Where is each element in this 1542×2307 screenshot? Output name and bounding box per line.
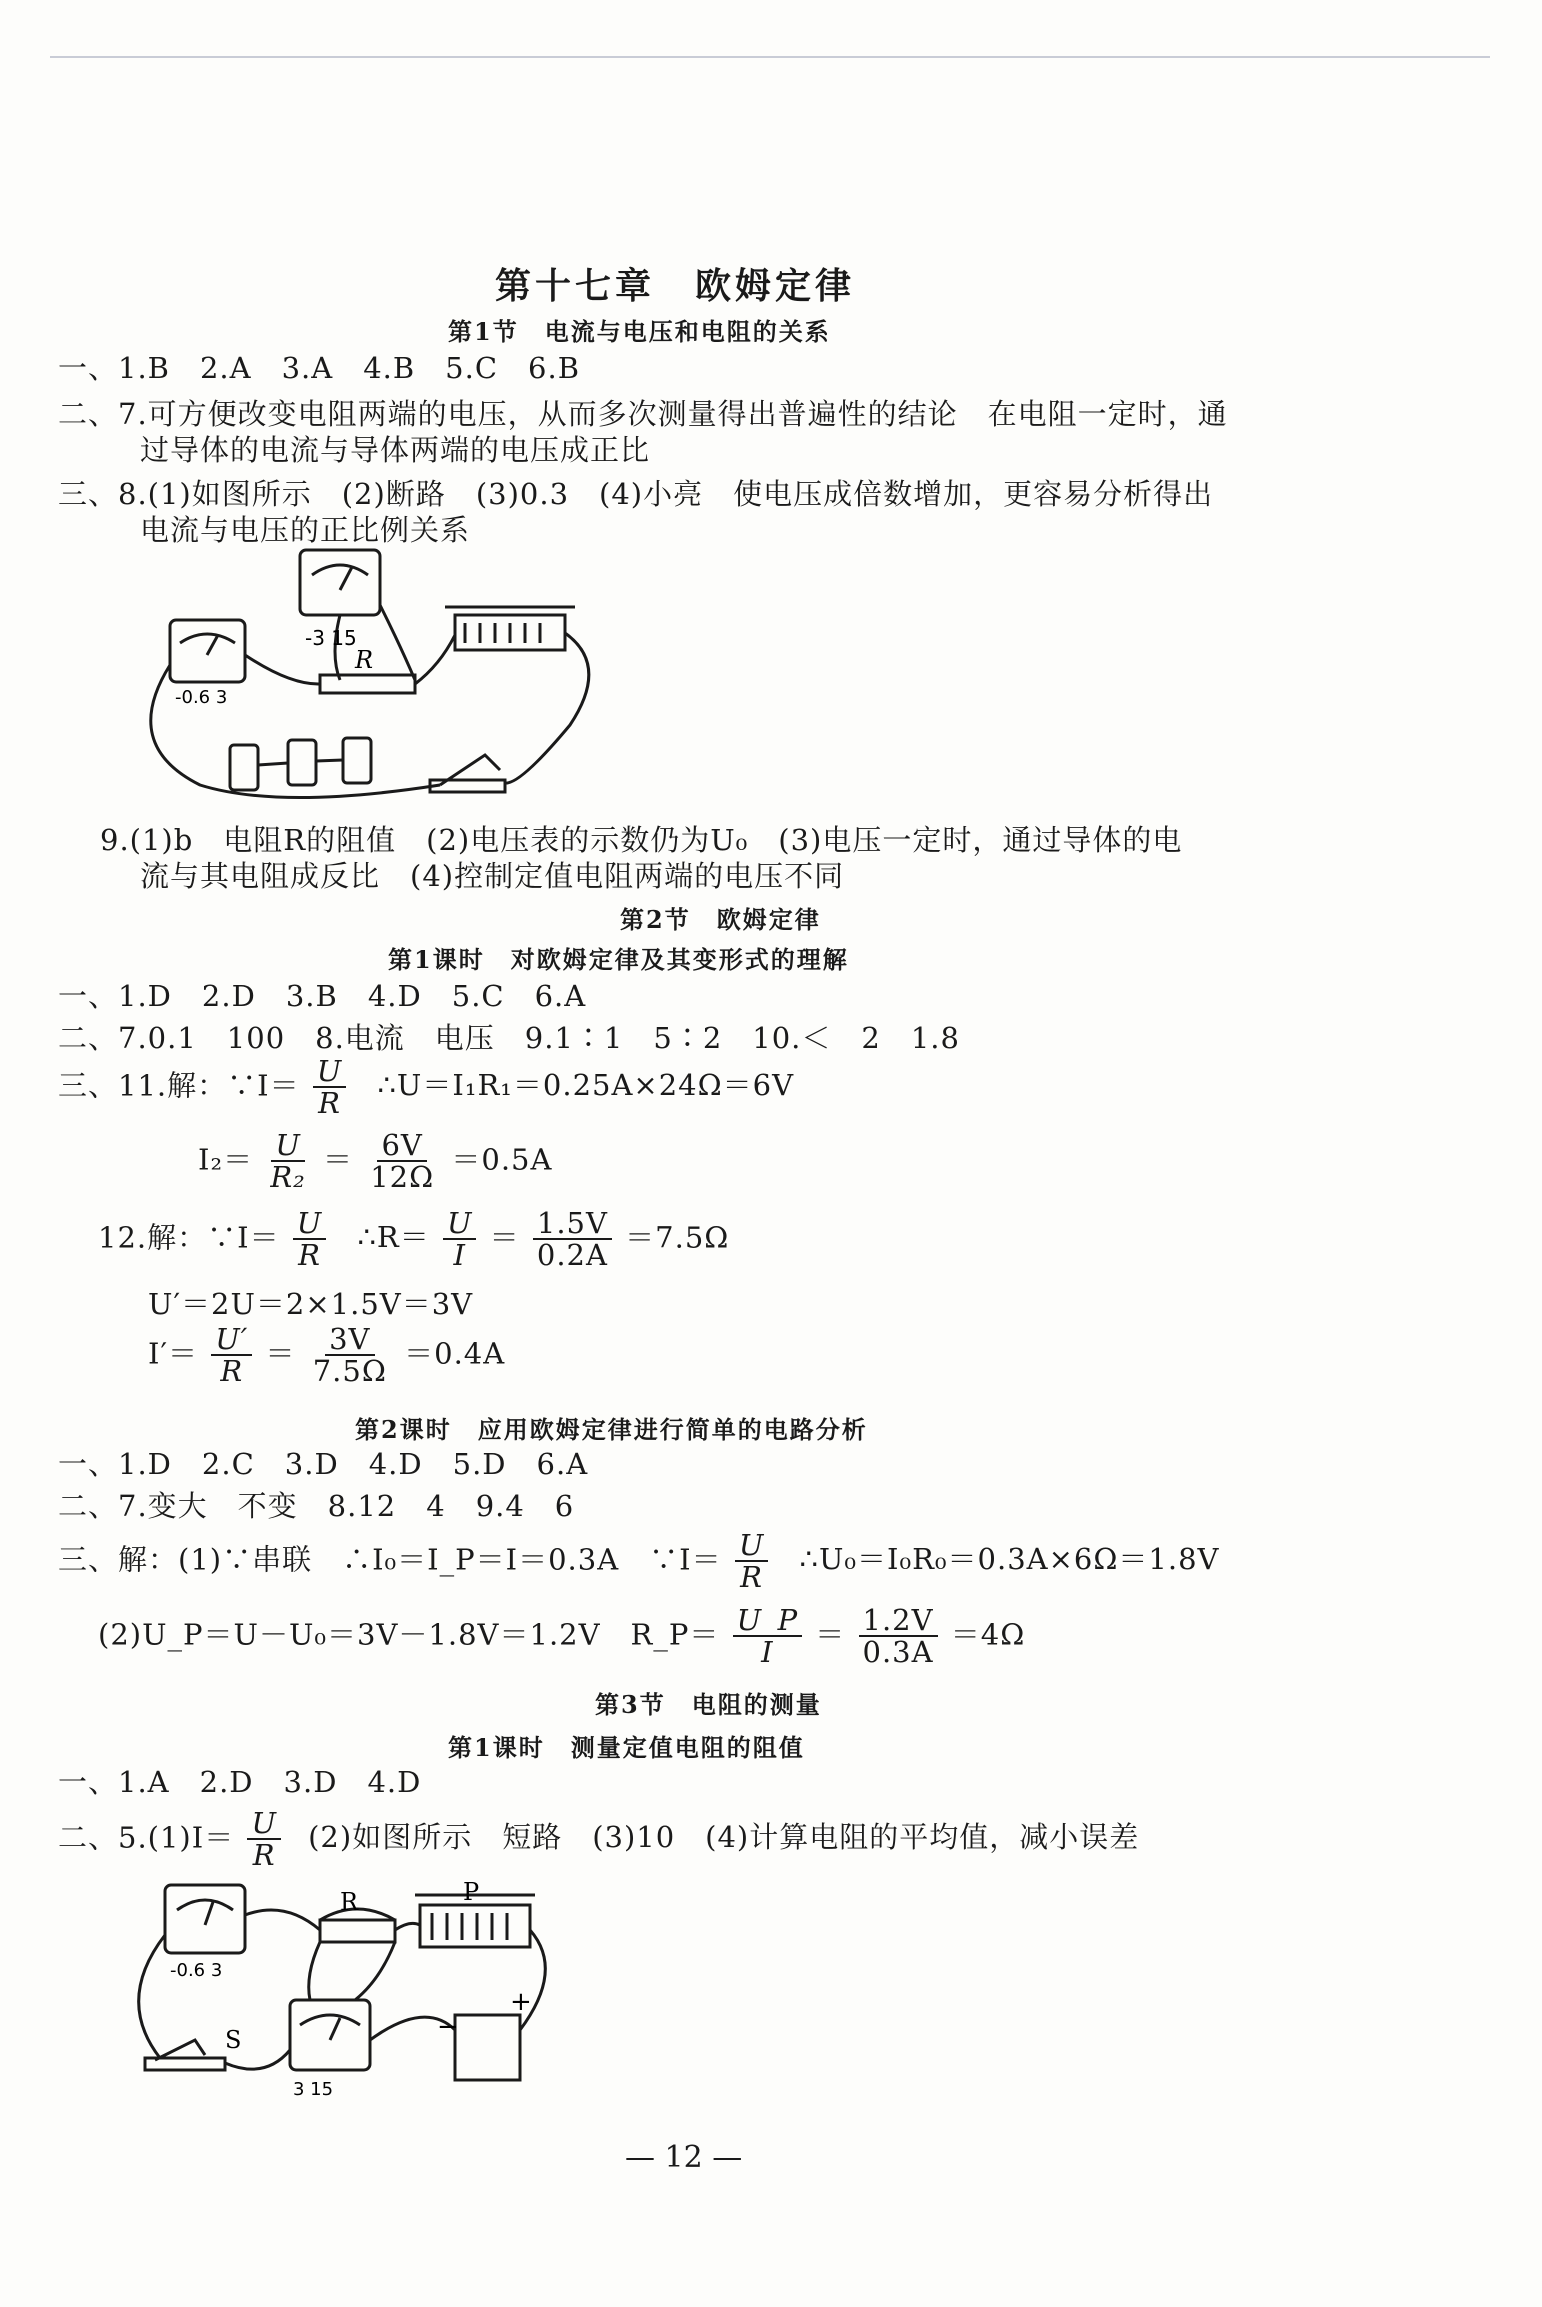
q12-line: 12.解：∵I＝ $\frac{U}{R}$ ∴R＝ $\frac{U}{I}$ ＝ $\frac{1.5V}{0.2A}$ ＝7.5Ω: [98, 1206, 730, 1273]
s1-line-2: 二、7.可方便改变电阻两端的电压，从而多次测量得出普遍性的结论 在电阻一定时，通: [58, 397, 1228, 431]
s2-k2-line-2: 二、7.变大 不变 8.12 4 9.4 6: [58, 1489, 575, 1523]
s2-k1-line-1: 一、1.D 2.D 3.B 4.D 5.C 6.A: [58, 979, 587, 1013]
s1-line-5: 电流与电压的正比例关系: [140, 513, 471, 547]
rheostat-2: [420, 1905, 530, 1947]
s3-frac: $\frac{U}{R}$: [247, 1808, 280, 1871]
q11-i2-frac-2: $\frac{6V}{12\Omega}$: [370, 1128, 435, 1195]
s2-k2-line-3: 三、解：(1)∵串联 ∴I₀＝I_P＝I＝0.3A ∵I＝ $\frac{U}{R}$ ∴U₀＝I₀R₀＝0.3A×6Ω＝1.8V: [58, 1528, 1220, 1595]
q12-frac-1: $\frac{U}{R}$: [293, 1208, 326, 1271]
q12-u-prime: U′＝2U＝2×1.5V＝3V: [148, 1287, 474, 1321]
s3-lesson-1-title: 第1课时 测量定值电阻的阻值: [448, 1733, 805, 1762]
section-1-title: 第1节 电流与电压和电阻的关系: [448, 317, 831, 346]
voltmeter-2-label: 3 15: [293, 2079, 334, 2100]
circuit-diagram-1: [140, 545, 620, 810]
q12-frac-2: $\frac{U}{I}$: [443, 1208, 476, 1271]
battery-2: [288, 740, 316, 785]
s3-line-1: 一、1.A 2.D 3.D 4.D: [58, 1765, 422, 1799]
battery-plus-label: +: [510, 1987, 532, 2017]
s2-k2-frac: $\frac{U}{R}$: [735, 1530, 768, 1593]
s1-line-1: 一、1.B 2.A 3.A 4.B 5.C 6.B: [58, 351, 581, 385]
q12-frac-3: $\frac{1.5V}{0.2A}$: [533, 1208, 612, 1271]
rheostat-slider-label: P: [463, 1880, 480, 1906]
voltmeter-1: [300, 550, 380, 615]
q11-result: ∴U＝I₁R₁＝0.25A×24Ω＝6V: [377, 1068, 795, 1103]
ammeter-2: [165, 1885, 245, 1953]
q11-line: [58, 1056, 794, 1119]
circuit-diagram-2: [125, 1880, 605, 2115]
q11-i2-frac-1: $\frac{U}{\text{R₂}}$: [270, 1128, 306, 1195]
ammeter-2-label: -0.6 3: [170, 1960, 223, 1981]
s2-k2-frac-rp-1: $\frac{U\_P}{I}$: [733, 1605, 802, 1668]
s2-k2-frac-rp-2: $\frac{1.2V}{0.3A}$: [859, 1605, 938, 1668]
s2-k1-line-2: 二、7.0.1 100 8.电流 电压 9.1∶1 5∶2 10.＜ 2 1.8: [58, 1021, 960, 1055]
section-2-title: 第2节 欧姆定律: [620, 905, 821, 934]
q12-i-prime-frac-2: $\frac{3V}{7.5\Omega}$: [312, 1322, 387, 1389]
ammeter-1-label: -0.6 3: [175, 687, 228, 708]
q12-i-prime-line: I′＝ $\frac{U'}{R}$ ＝ $\frac{3V}{7.5\Omega}$ ＝0.4A: [148, 1322, 506, 1389]
q11-i2-line: I₂＝ $\frac{U}{\text{R₂}}$ ＝ $\frac{6V}{12\Omega}$ ＝0.5A: [198, 1128, 553, 1195]
resistor-2: [320, 1920, 395, 1942]
resistor-r: [320, 675, 415, 693]
s1-line-4: 三、8.(1)如图所示 (2)断路 (3)0.3 (4)小亮 使电压成倍数增加，更容易分析得出: [58, 477, 1214, 511]
s1-line-7: 流与其电阻成反比 (4)控制定值电阻两端的电压不同: [140, 859, 845, 893]
switch-label: S: [225, 2026, 242, 2054]
q12-i-prime-frac-1: $\frac{U'}{R}$: [211, 1324, 252, 1387]
s3-line-2: 二、5.(1)I＝ $\frac{U}{R}$ (2)如图所示 短路 (3)10 (4)计算电阻的平均值，减小误差: [58, 1806, 1140, 1873]
s2-lesson-2-title: 第2课时 应用欧姆定律进行简单的电路分析: [355, 1415, 868, 1444]
top-rule: [50, 56, 1490, 58]
battery-minus-label: −: [437, 2012, 459, 2042]
voltmeter-2: [290, 2000, 370, 2070]
s1-line-3: 过导体的电流与导体两端的电压成正比: [140, 433, 651, 467]
battery-1: [230, 745, 258, 790]
voltmeter-1-label: -3 15: [305, 626, 357, 650]
chapter-title: 第十七章 欧姆定律: [495, 265, 856, 307]
s2-lesson-1-title: 第1课时 对欧姆定律及其变形式的理解: [388, 945, 849, 974]
resistor-2-label: R: [340, 1888, 359, 1916]
s1-line-6: 9.(1)b 电阻R的阻值 (2)电压表的示数仍为U₀ (3)电压一定时，通过导体的电: [100, 823, 1183, 857]
battery-3: [343, 738, 371, 783]
s2-k2-line-1: 一、1.D 2.C 3.D 4.D 5.D 6.A: [58, 1447, 589, 1481]
battery-box: [455, 2015, 520, 2080]
q11-prefix: 三、11.解：∵I＝: [58, 1068, 300, 1103]
section-3-title: 第3节 电阻的测量: [595, 1690, 822, 1719]
page-number: — 12 —: [625, 2140, 743, 2175]
resistor-label: R: [355, 646, 374, 674]
q11-fraction: $\frac{U}{R}$: [313, 1056, 346, 1119]
s2-k2-line-4: (2)U_P＝U－U₀＝3V－1.8V＝1.2V R_P＝ $\frac{U\_P}{I}$ ＝ $\frac{1.2V}{0.3A}$ ＝4Ω: [98, 1603, 1026, 1670]
